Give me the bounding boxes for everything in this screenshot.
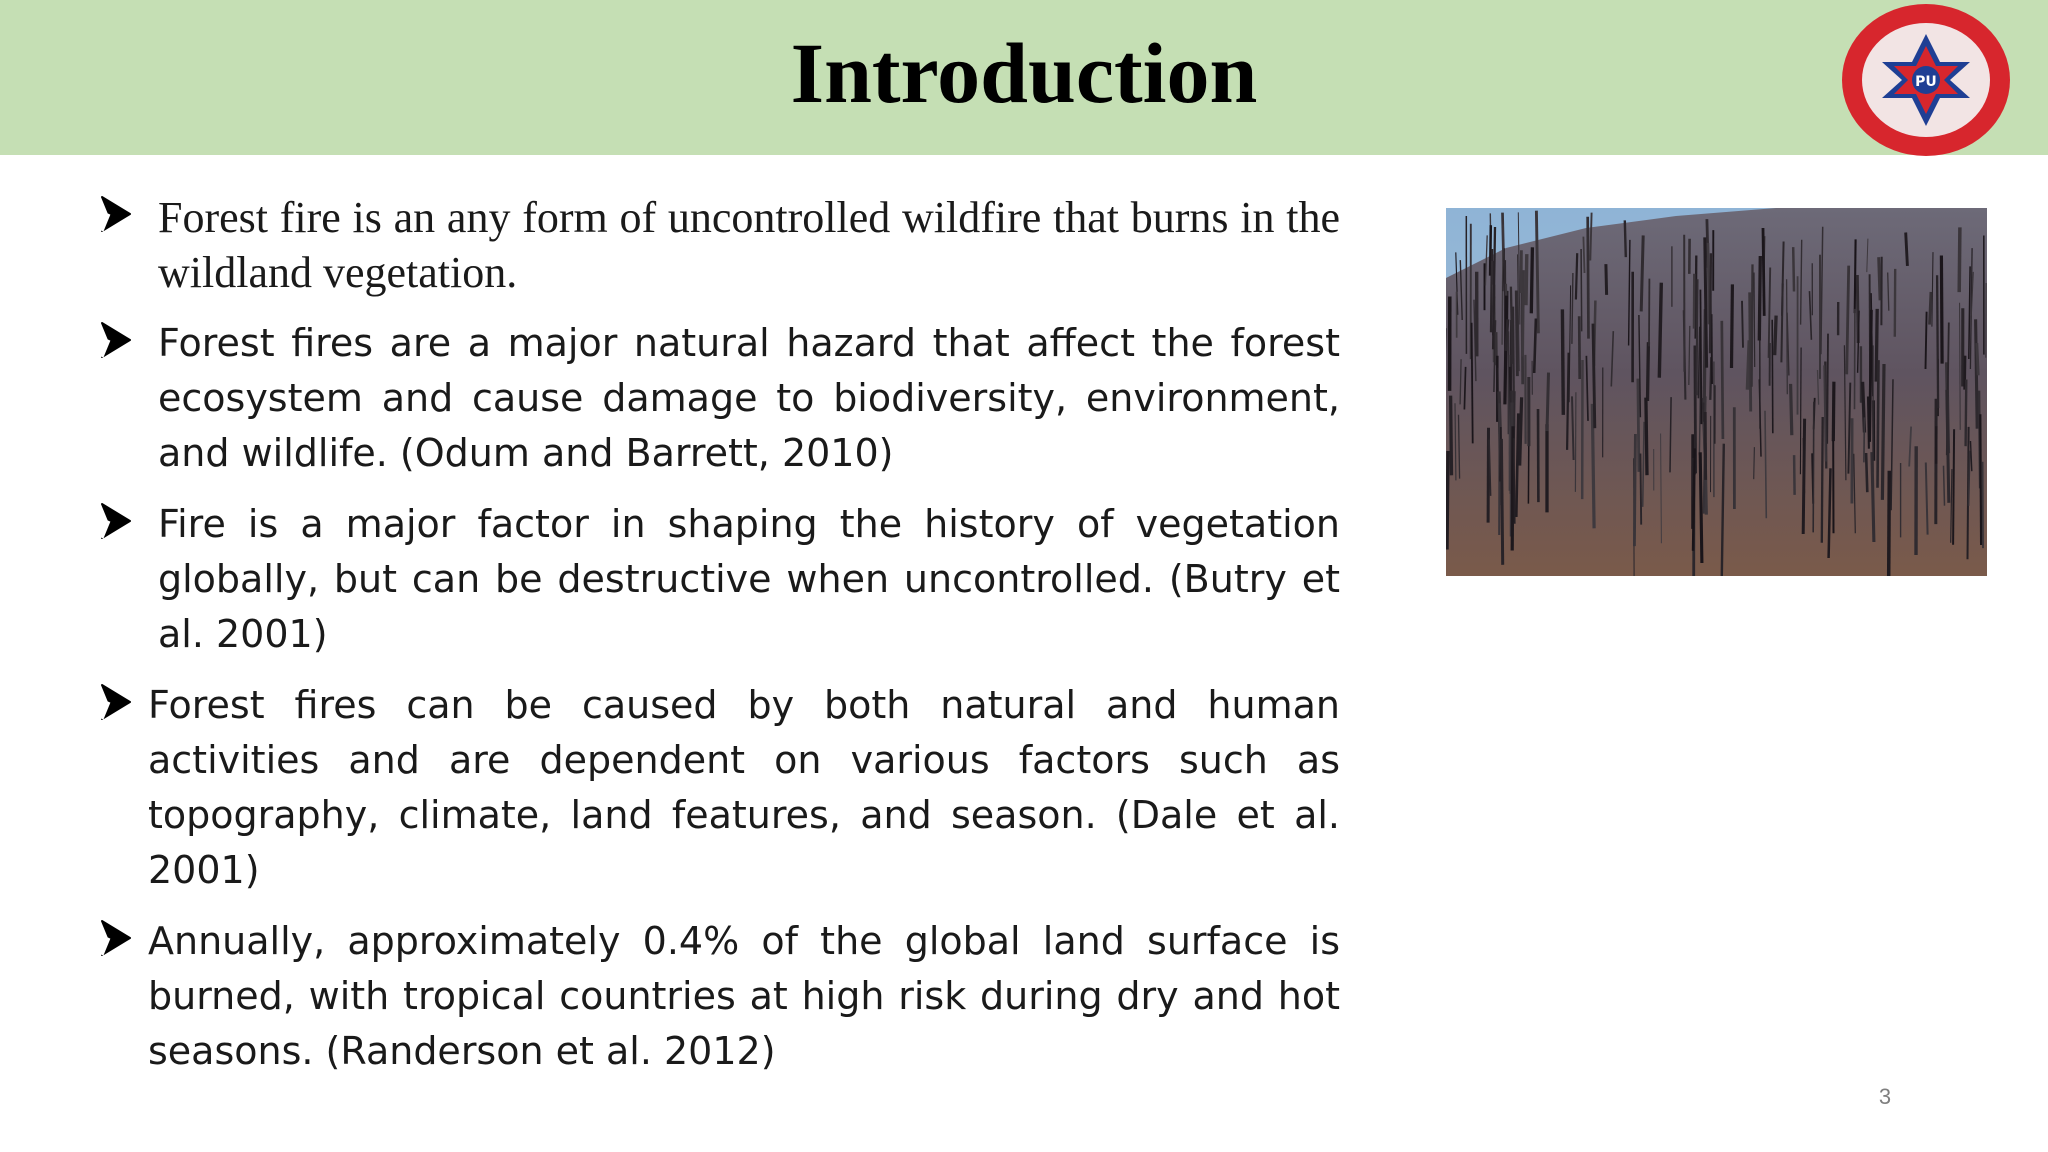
bullet-item: [100, 190, 1340, 300]
slide-title: Introduction: [790, 25, 1258, 121]
page-number: 3: [1878, 1084, 1892, 1109]
arrowhead-bullet-icon: [100, 918, 134, 958]
logo-initials: PU: [1915, 74, 1937, 90]
bullet-item: [100, 497, 1340, 662]
title-banner: [0, 0, 2048, 155]
bullet-item: [100, 914, 1340, 1079]
arrowhead-bullet-icon: [100, 682, 134, 722]
burned-forest-photo: [1446, 208, 1987, 576]
bullet-text: Forest fires are a major natural hazard that affect the forest ecosystem and cause damage to biodiversity, environment, and wildlife. (Odum and Barrett, 2010): [158, 321, 1340, 475]
university-seal-icon: [1838, 2, 2014, 158]
bullet-text: Forest fire is an any form of uncontrolled wildfire that burns in the wildland vegetation.: [158, 193, 1340, 297]
arrowhead-bullet-icon: [100, 501, 134, 541]
arrowhead-bullet-icon: [100, 194, 134, 234]
bullet-item: [100, 316, 1340, 481]
arrowhead-bullet-icon: [100, 320, 134, 360]
bullet-text: Fire is a major factor in shaping the history of vegetation globally, but can be destructive when uncontrolled. (Butry et al. 2001): [158, 502, 1340, 656]
bullet-text: Forest fires can be caused by both natural and human activities and are dependent on various factors such as topography, climate, land features, and season. (Dale et al. 2001): [148, 683, 1340, 892]
bullet-text: Annually, approximately 0.4% of the global land surface is burned, with tropical countries at high risk during dry and hot seasons. (Randerson et al. 2012): [148, 919, 1340, 1073]
bullet-list: [100, 190, 1340, 1095]
bullet-item: [100, 678, 1340, 898]
